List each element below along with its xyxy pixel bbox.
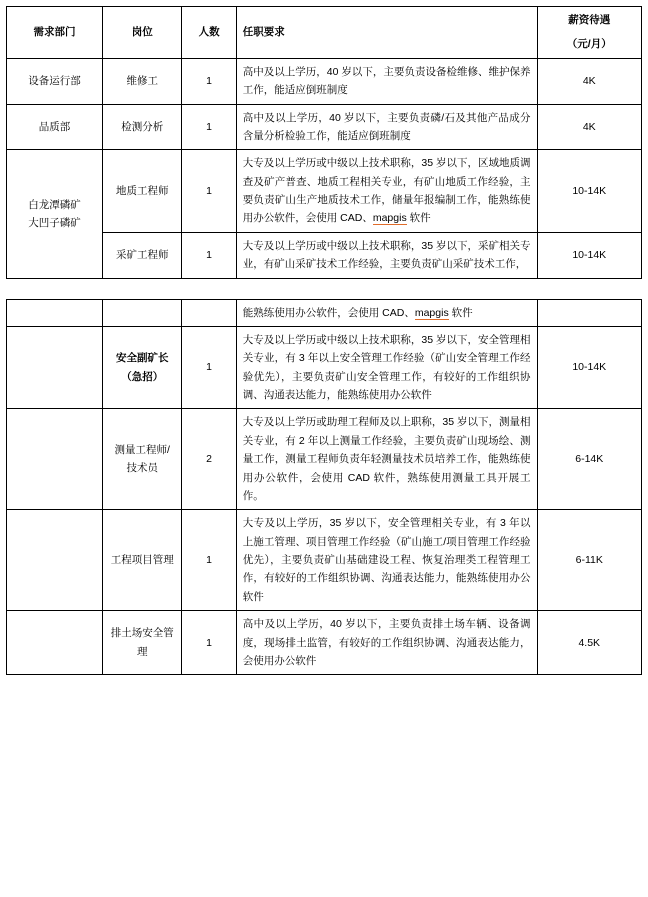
cell-post xyxy=(103,611,182,675)
cell-dept xyxy=(7,299,103,326)
table-row xyxy=(7,611,642,675)
header-dept: 需求部门 xyxy=(7,7,103,59)
cell-num: 1 xyxy=(182,150,236,233)
cell-salary: 4K xyxy=(537,104,641,150)
cell-post: 采矿工程师 xyxy=(103,232,182,278)
table-header xyxy=(7,7,642,59)
cell-salary: 4K xyxy=(537,58,641,104)
cell-requirements: 高中及以上学历，40 岁以下，主要负责排土场车辆、设备调度，现场排土监管，有较好的工作组织协调、沟通表达能力，会使用办公软件 xyxy=(236,611,537,675)
cell-num: 1 xyxy=(182,611,236,675)
cell-dept-line1: 白龙潭磷矿 xyxy=(28,198,81,211)
cell-post-line2: （急招） xyxy=(121,370,164,383)
cell-salary: 4.5K xyxy=(537,611,641,675)
recruitment-table-part2 xyxy=(6,299,642,676)
cell-dept: 品质部 xyxy=(7,104,103,150)
req-text-pre: 能熟练使用办公软件，会使用 CAD、 xyxy=(242,306,415,319)
cell-num: 1 xyxy=(182,104,236,150)
cell-salary: 6-11K xyxy=(537,510,641,611)
cell-dept: 设备运行部 xyxy=(7,58,103,104)
cell-dept xyxy=(7,326,103,409)
cell-post: 维修工 xyxy=(103,58,182,104)
cell-requirements xyxy=(236,299,537,326)
cell-requirements: 大专及以上学历或中级以上技术职称，35 岁以下，采矿相关专业，有矿山采矿技术工作经验，主要负责矿山采矿技术工作， xyxy=(236,232,537,278)
header-num: 人数 xyxy=(182,7,236,59)
table-row xyxy=(7,232,642,278)
cell-dept xyxy=(7,611,103,675)
req-text-highlight: mapgis xyxy=(372,212,407,225)
cell-salary: 10-14K xyxy=(537,326,641,409)
table-row xyxy=(7,299,642,326)
cell-salary: 10-14K xyxy=(537,232,641,278)
cell-requirements: 高中及以上学历，40 岁以下，主要负责磷/石及其他产品成分含量分析检验工作，能适应倒班制度 xyxy=(236,104,537,150)
page-break-gap xyxy=(0,279,648,299)
cell-post xyxy=(103,299,182,326)
cell-salary: 6-14K xyxy=(537,409,641,510)
table-body-part1 xyxy=(7,58,642,278)
cell-requirements: 大专及以上学历或助理工程师及以上职称，35 岁以下，测量相关专业，有 2 年以上测量工作经验，主要负责矿山现场绘、测量工作，测量工程师负责年轻测量技术员培养工作，能熟练使用办公软件，会使用 CAD 软件，熟练使用测量工具开展工作。 xyxy=(236,409,537,510)
cell-post-line1: 测量工程师/ xyxy=(114,443,170,456)
cell-salary: 10-14K xyxy=(537,150,641,233)
cell-requirements: 高中及以上学历，40 岁以下，主要负责设备检维修、维护保养工作，能适应倒班制度 xyxy=(236,58,537,104)
table-row xyxy=(7,104,642,150)
cell-post-line1: 排土场安全管 xyxy=(110,627,174,640)
table-row xyxy=(7,150,642,233)
cell-post: 检测分析 xyxy=(103,104,182,150)
table-header-row xyxy=(7,7,642,59)
header-salary-line1: 薪资待遇 xyxy=(568,14,611,26)
cell-salary xyxy=(537,299,641,326)
cell-post-line2: 技术员 xyxy=(126,462,159,475)
header-post: 岗位 xyxy=(103,7,182,59)
cell-post-line1: 安全副矿长 xyxy=(116,352,169,365)
req-text-pre: 大专及以上学历或中级以上技术职称，35 岁以下，区域地质调查及矿产普查、地质工程相关专业，有矿山地质工作经验，主要负责矿山生产地质技术工作，储量年报编制工作，能熟练使用办公软件，会使用 CAD、 xyxy=(242,157,531,225)
cell-post: 工程项目管理 xyxy=(103,510,182,611)
table-row xyxy=(7,510,642,611)
cell-dept xyxy=(7,510,103,611)
header-salary-line2: （元/月） xyxy=(566,38,612,51)
cell-num xyxy=(182,299,236,326)
cell-requirements: 大专及以上学历或中级以上技术职称，35 岁以下，安全管理相关专业，有 3 年以上安全管理工作经验（矿山安全管理工作经验优先），主要负责矿山安全管理工作，有较好的工作组织协调、沟通表达能力，能熟练使用办公软件 xyxy=(236,326,537,409)
req-text-highlight: mapgis xyxy=(414,306,449,319)
req-text-post: 软件 xyxy=(448,306,473,319)
cell-num: 1 xyxy=(182,326,236,409)
req-text-post: 软件 xyxy=(406,212,431,225)
cell-dept-line2: 大凹子磷矿 xyxy=(28,216,81,229)
cell-requirements xyxy=(236,150,537,233)
cell-num: 1 xyxy=(182,58,236,104)
cell-dept-merged xyxy=(7,150,103,278)
header-salary xyxy=(537,7,641,59)
recruitment-table-part1 xyxy=(6,6,642,279)
table-row xyxy=(7,326,642,409)
cell-post xyxy=(103,326,182,409)
cell-post xyxy=(103,409,182,510)
cell-num: 1 xyxy=(182,510,236,611)
table-row xyxy=(7,58,642,104)
cell-post-line2: 理 xyxy=(137,645,148,658)
cell-num: 1 xyxy=(182,232,236,278)
header-requirements: 任职要求 xyxy=(236,7,537,59)
cell-num: 2 xyxy=(182,409,236,510)
cell-requirements: 大专及以上学历，35 岁以下，安全管理相关专业，有 3 年以上施工管理、项目管理工作经验（矿山施工/项目管理工作经验优先），主要负责矿山基础建设工程、恢复治理类工程管理工作，有较好的工作组织协调、沟通表达能力，能熟练使用办公软件 xyxy=(236,510,537,611)
table-row xyxy=(7,409,642,510)
cell-post: 地质工程师 xyxy=(103,150,182,233)
table-body-part2 xyxy=(7,299,642,675)
cell-dept xyxy=(7,409,103,510)
